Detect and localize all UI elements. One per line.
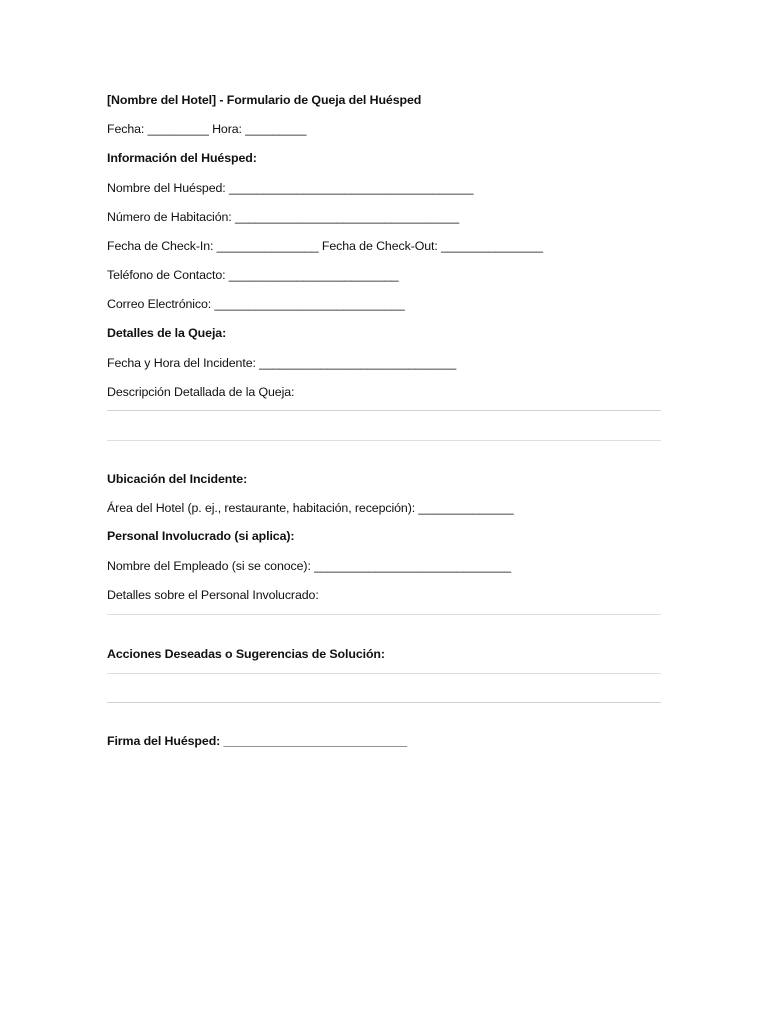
- writing-line: [107, 614, 661, 615]
- checkin-checkout-field: Fecha de Check-In: _______________ Fecha de Check-Out: _______________: [107, 239, 543, 253]
- staff-details-label: Detalles sobre el Personal Involucrado:: [107, 588, 319, 602]
- writing-line: [107, 410, 661, 411]
- section-incident-location: Ubicación del Incidente:: [107, 472, 248, 486]
- writing-line: [107, 440, 661, 441]
- guest-signature-field: Firma del Huésped: ___________________________: [107, 734, 407, 748]
- section-desired-actions: Acciones Deseadas o Sugerencias de Solución:: [107, 647, 385, 661]
- complaint-description-label: Descripción Detallada de la Queja:: [107, 385, 295, 399]
- phone-field: Teléfono de Contacto: _________________________: [107, 268, 399, 282]
- writing-line: [107, 702, 661, 703]
- section-staff-involved: Personal Involucrado (si aplica):: [107, 529, 295, 543]
- incident-datetime-field: Fecha y Hora del Incidente: _____________________________: [107, 356, 457, 370]
- guest-name-field: Nombre del Huésped: ____________________________________: [107, 181, 474, 195]
- form-title: [Nombre del Hotel] - Formulario de Queja del Huésped: [107, 93, 422, 107]
- section-guest-info: Información del Huésped:: [107, 151, 257, 165]
- section-complaint-details: Detalles de la Queja:: [107, 326, 227, 340]
- room-number-field: Número de Habitación: _________________________________: [107, 210, 460, 224]
- writing-line: [107, 673, 661, 674]
- employee-name-field: Nombre del Empleado (si se conoce): _____________________________: [107, 559, 512, 573]
- email-field: Correo Electrónico: ____________________________: [107, 297, 405, 311]
- hotel-area-field: Área del Hotel (p. ej., restaurante, habitación, recepción): ______________: [107, 501, 514, 515]
- date-time-field: Fecha: _________ Hora: _________: [107, 122, 307, 136]
